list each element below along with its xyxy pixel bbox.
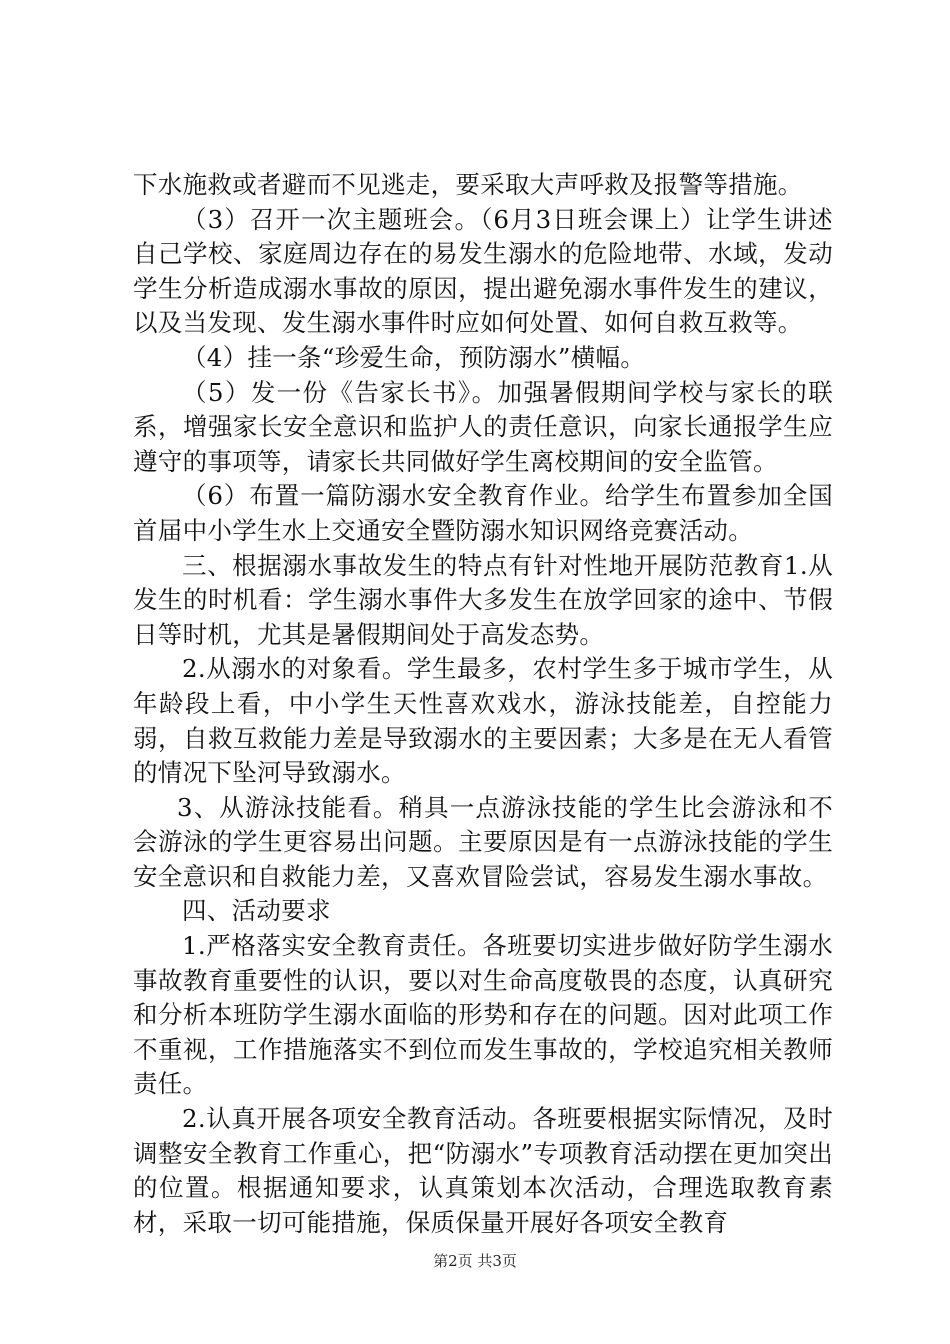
paragraph-target-group: 2.从溺水的对象看。学生最多，农村学生多于城市学生，从年龄段上看，中小学生天性喜欢戏水，游泳技能差，自控能力弱，自救互救能力差是导致溺水的主要因素；大多是在无人看管的情况下坠河导致溺水。 [133, 654, 833, 788]
paragraph-continuation: 下水施救或者避而不见逃走，要采取大声呼救及报警等措施。 [133, 170, 803, 199]
document-body [133, 168, 833, 1240]
paragraph-responsibility: 1.严格落实安全教育责任。各班要切实进步做好防学生溺水事故教育重要性的认识，要以对生命高度敬畏的态度，认真研究和分析本班防学生溺水面临的形势和存在的问题。因对此项工作不重视，工作措施落实不到位而发生事故的，学校追究相关教师责任。 [133, 931, 833, 1099]
paragraph-section-three: 三、根据溺水事故发生的特点有针对性地开展防范教育1.从发生的时机看：学生溺水事件大多发生在放学回家的途中、节假日等时机，尤其是暑假期间处于高发态势。 [133, 550, 833, 649]
paragraph-parent-letter: （5）发一份《告家长书》。加强暑假期间学校与家长的联系，增强家长安全意识和监护人的责任意识，向家长通报学生应遵守的事项等，请家长共同做好学生离校期间的安全监管。 [133, 377, 833, 476]
paragraph-banner: （4）挂一条“珍爱生命，预防溺水”横幅。 [182, 342, 646, 372]
paragraph-theme-meeting: （3）召开一次主题班会。（6月3日班会课上）让学生讲述自己学校、家庭周边存在的易发生溺水的危险地带、水域，发动学生分析造成溺水事故的原因，提出避免溺水事件发生的建议，以及当发现、发生溺水事件时应如何处置、如何自救互救等。 [133, 204, 833, 338]
paragraph-swimming-skill: 3、从游泳技能看。稍具一点游泳技能的学生比会游泳和不会游泳的学生更容易出问题。主要原因是有一点游泳技能的学生安全意识和自救能力差，又喜欢冒险尝试，容易发生溺水事故。 [133, 792, 833, 891]
section-heading-requirements: 四、活动要求 [182, 896, 331, 926]
paragraph-activities: 2.认真开展各项安全教育活动。各班要根据实际情况，及时调整安全教育工作重心，把“防溺水”专项教育活动摆在更加突出的位置。根据通知要求，认真策划本次活动，合理选取教育素材，采取一切可能措施，保质保量开展好各项安全教育 [133, 1104, 833, 1237]
paragraph-homework: （6）布置一篇防溺水安全教育作业。给学生布置参加全国首届中小学生水上交通安全暨防溺水知识网络竞赛活动。 [133, 481, 833, 545]
page-footer: 第2页 共3页 [433, 1252, 517, 1270]
